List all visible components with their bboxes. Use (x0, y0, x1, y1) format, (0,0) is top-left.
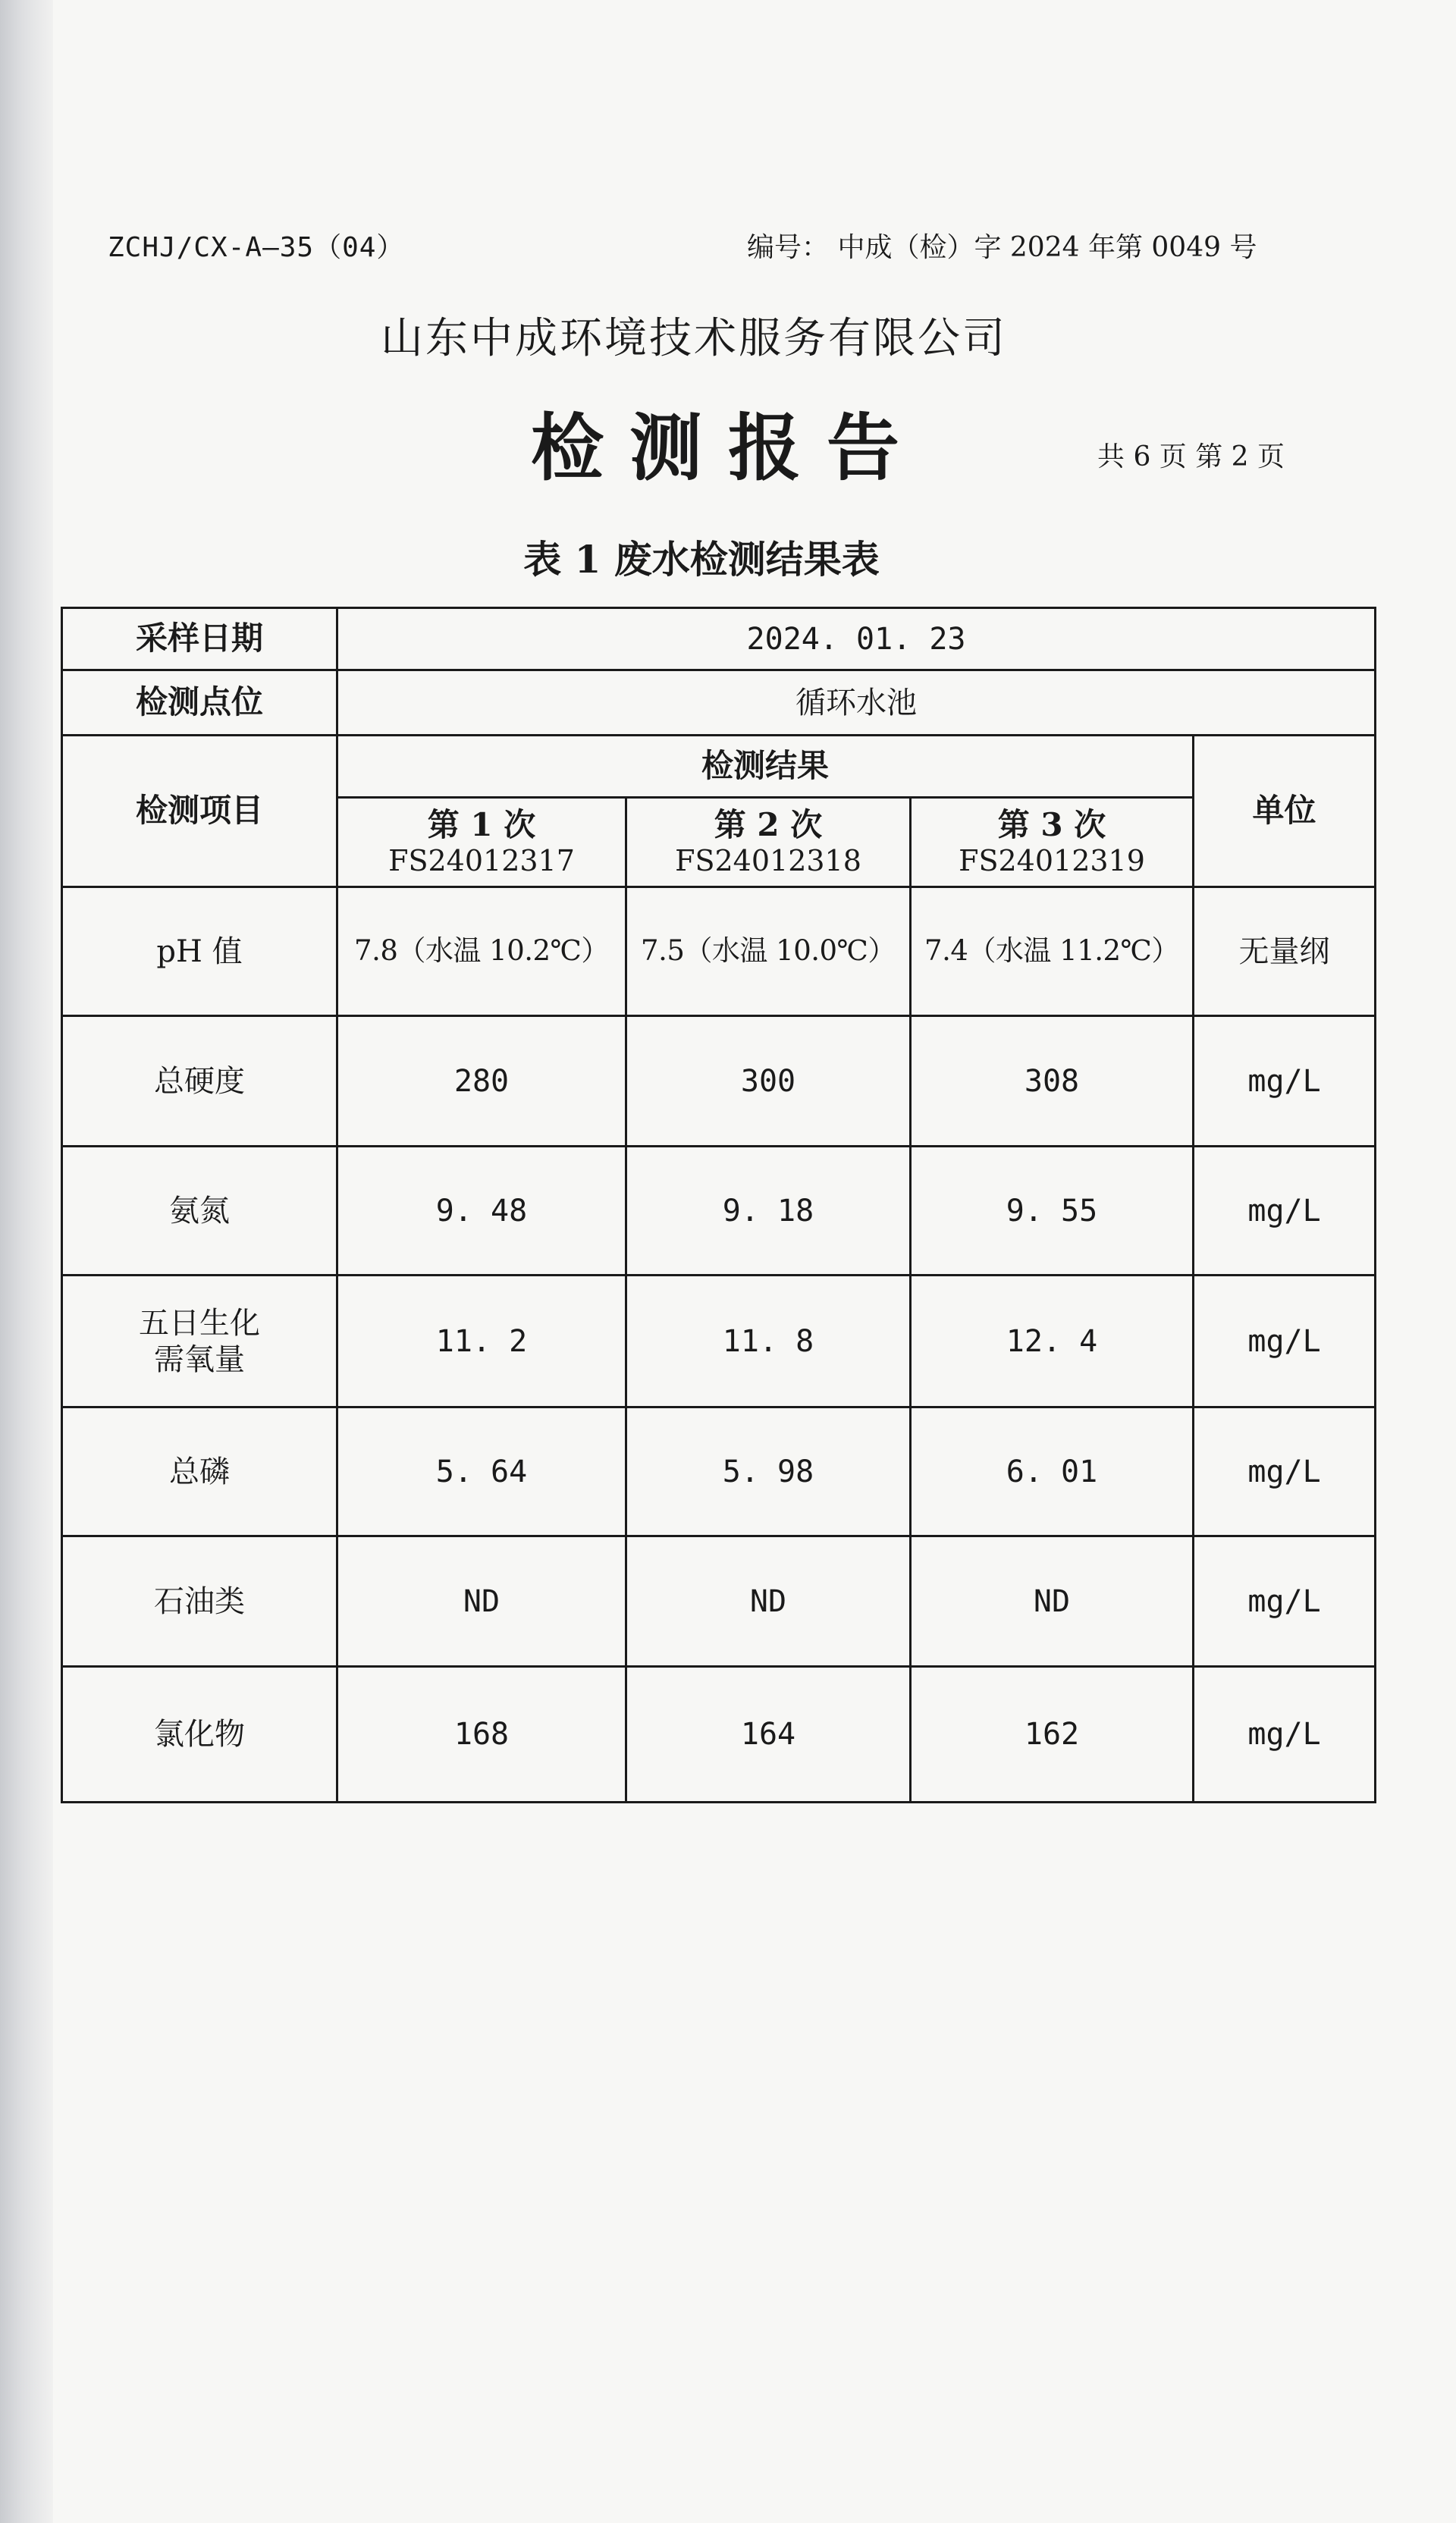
table-row (62, 1276, 1376, 1407)
value-cell: 164 (626, 1667, 911, 1803)
table-row (62, 670, 1376, 736)
value-cell: 9. 18 (626, 1147, 911, 1276)
page-count: 共 6 页 第 2 页 (1097, 441, 1285, 472)
run-label: 第 1 次 (427, 805, 536, 843)
item-cell: 总磷 (62, 1407, 337, 1536)
value-cell: 162 (911, 1667, 1194, 1803)
report-title: 检测报告 (531, 405, 925, 491)
value-cell: 5. 98 (626, 1407, 911, 1536)
value-cell: 7.8（水温 10.2℃） (337, 887, 626, 1016)
value-cell: 6. 01 (911, 1407, 1194, 1536)
unit-cell: mg/L (1194, 1536, 1376, 1667)
sampling-point-label: 检测点位 (62, 670, 337, 736)
value-cell: ND (337, 1536, 626, 1667)
value-cell: 308 (911, 1016, 1194, 1147)
company-name: 山东中成环境技术服务有限公司 (381, 314, 1007, 363)
item-cell: pH 值 (62, 887, 337, 1016)
table-row (62, 608, 1376, 670)
run-1-header (337, 798, 626, 887)
value-cell: 168 (337, 1667, 626, 1803)
value-cell: 300 (626, 1016, 911, 1147)
value-cell: 7.4（水温 11.2℃） (911, 887, 1194, 1016)
table-row (62, 1536, 1376, 1667)
unit-cell: 无量纲 (1194, 887, 1376, 1016)
value-cell: ND (911, 1536, 1194, 1667)
document-code: ZCHJ/CX-A—35（04） (108, 232, 405, 263)
value-cell: 5. 64 (337, 1407, 626, 1536)
sampling-date-label: 采样日期 (62, 608, 337, 670)
table-row (62, 1147, 1376, 1276)
value-cell: ND (626, 1536, 911, 1667)
table-caption: 表 1 废水检测结果表 (523, 537, 880, 582)
table-row (62, 1667, 1376, 1803)
unit-cell: mg/L (1194, 1276, 1376, 1407)
table-row (62, 887, 1376, 1016)
table-row (62, 1016, 1376, 1147)
value-cell: 11. 2 (337, 1276, 626, 1407)
test-result-header: 检测结果 (337, 736, 1194, 798)
sample-id: FS24012317 (388, 843, 575, 877)
item-cell: 石油类 (62, 1536, 337, 1667)
report-number: 编号： 中成（检）字 2024 年第 0049 号 (747, 232, 1257, 263)
sample-id: FS24012319 (959, 843, 1145, 877)
item-cell: 氨氮 (62, 1147, 337, 1276)
sampling-point-value: 循环水池 (337, 670, 1376, 736)
item-line: 需氧量 (154, 1342, 245, 1377)
run-3-header (911, 798, 1194, 887)
run-2-header (626, 798, 911, 887)
table-row (62, 1407, 1376, 1536)
run-label: 第 2 次 (714, 805, 823, 843)
value-cell: 12. 4 (911, 1276, 1194, 1407)
unit-cell: mg/L (1194, 1016, 1376, 1147)
value-cell: 9. 48 (337, 1147, 626, 1276)
test-item-header: 检测项目 (62, 736, 337, 887)
sampling-date-value: 2024. 01. 23 (337, 608, 1376, 670)
item-cell: 总硬度 (62, 1016, 337, 1147)
unit-cell: mg/L (1194, 1147, 1376, 1276)
item-cell (62, 1276, 337, 1407)
value-cell: 280 (337, 1016, 626, 1147)
value-cell: 9. 55 (911, 1147, 1194, 1276)
unit-cell: mg/L (1194, 1667, 1376, 1803)
value-cell: 7.5（水温 10.0℃） (626, 887, 911, 1016)
wastewater-results-table (61, 607, 1376, 1803)
run-label: 第 3 次 (997, 805, 1106, 843)
table-row (62, 736, 1376, 798)
item-line: 五日生化 (139, 1305, 260, 1341)
value-cell: 11. 8 (626, 1276, 911, 1407)
unit-cell: mg/L (1194, 1407, 1376, 1536)
unit-header: 单位 (1194, 736, 1376, 887)
item-cell: 氯化物 (62, 1667, 337, 1803)
sample-id: FS24012318 (675, 843, 861, 877)
